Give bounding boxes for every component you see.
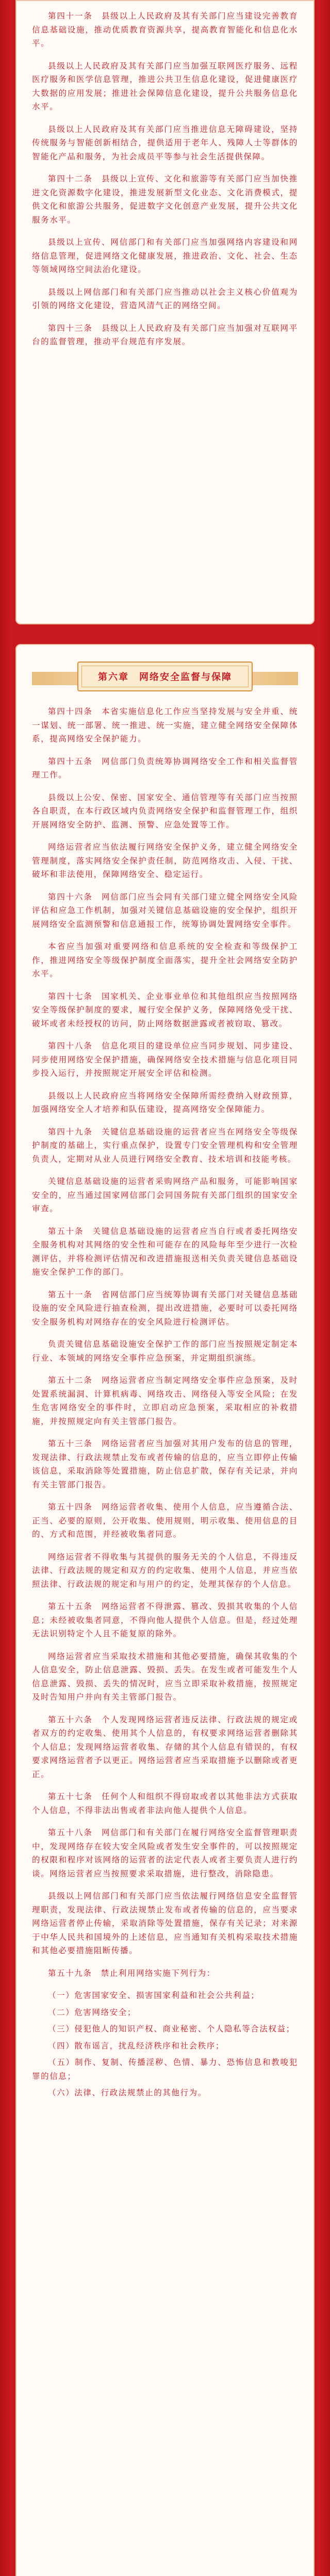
article-paragraph: 关键信息基础设施的运营者采购网络产品和服务，可能影响国家安全的，应当通过国家网信部门会同国务院有关部门组织的国家安全审查。 (32, 1177, 298, 1213)
article-card-chapter-six (15, 644, 315, 2576)
list-item: （二）危害网络安全； (48, 2007, 137, 2017)
list-item: （三）侵犯他人的知识产权、商业秘密、个人隐私等合法权益； (48, 2024, 295, 2033)
article-paragraph: 县级以上网信部门和有关部门应当推动以社会主义核心价值观为引领的网络文化建设，营造风清气正的网络空间。 (32, 287, 298, 310)
banner-frame (77, 662, 253, 691)
article-card-top (15, 0, 315, 624)
article-paragraph: 第五十四条 网络运营者收集、使用个人信息，应当遵循合法、正当、必要的原则，公开收集、使用规则，明示收集、使用信息的目的、方式和范围，并经被收集者同意。 (32, 1502, 298, 1539)
article-paragraph: 县级以上人民政府及其有关部门应当推进信息无障碍建设，坚持传统服务与智能创新相结合，提供适用于老年人、残障人士等群体的智能化产品和服务，为社会成员平等参与社会生活提供保障。 (32, 124, 298, 161)
article-paragraph: 县级以上宣传、网信部门和有关部门应当加强网络内容建设和网络信息管理，促进网络文化健康发展，推进政治、文化、社会、生态等领域网络空间法治化建设。 (32, 238, 298, 274)
article-body-top (15, 0, 315, 368)
article-paragraph: 负责关键信息基础设施安全保护工作的部门应当按照规定制定本行业、本领域的网络安全事件应急预案，并定期组织演练。 (32, 1340, 298, 1363)
article-paragraph: 第四十三条 县级以上人民政府及有关部门应当加强对互联网平台的监督管理，推动平台规范有序发展。 (32, 323, 298, 346)
article-paragraph: 第五十三条 网络运营者应当加强对其用户发布的信息的管理，发现法律、行政法规禁止发布或者传输的信息的，应当立即停止传输该信息，采取消除等处置措施，防止信息扩散，保存有关记录，并向有关主管部门报告。 (32, 1439, 298, 1489)
article-paragraph: 第四十四条 本省实施信息化工作应当坚持发展与安全并重、统一谋划、统一部署、统一推进、统一实施，建立健全网络安全保障体系，提高网络安全保护能力。 (32, 707, 298, 743)
right-edge-decoration (319, 0, 330, 2576)
article-paragraph: 第五十五条 网络运营者不得泄露、篡改、毁损其收集的个人信息；未经被收集者同意，不得向他人提供个人信息。但是，经过处理无法识别特定个人且不能复原的除外。 (32, 1602, 298, 1638)
list-item: （六）法律、行政法规禁止的其他行为。 (48, 2088, 207, 2097)
article-paragraph: 网络运营者应当依法履行网络安全保护义务，建立健全网络安全管理制度，落实网络安全保护责任制，防范网络攻击、入侵、干扰、破坏和非法使用，保障网络安全、稳定运行。 (32, 842, 298, 879)
article-paragraph: 第五十条 关键信息基础设施的运营者应当自行或者委托网络安全服务机构对其网络的安全性和可能存在的风险每年至少进行一次检测评估，并将检测评估情况和改进措施报送相关负责关键信息基础设施安全保护工作的部门。 (32, 1226, 298, 1277)
article-paragraph: 县级以上人民政府应当将网络安全保障所需经费纳入财政预算，加强网络安全人才培养和队伍建设，提高网络安全保障能力。 (32, 1091, 298, 1114)
article-paragraph: 第五十一条 省网信部门应当统筹协调有关部门对关键信息基础设施的安全风险进行抽查检测，提出改进措施，必要时可以委托网络安全服务机构对网络存在的安全风险进行检测评估。 (32, 1290, 298, 1327)
article-paragraph: 网络运营者不得收集与其提供的服务无关的个人信息，不得违反法律、行政法规的规定和双方的约定收集、使用个人信息，并应当依照法律、行政法规的规定和与用户的约定，处理其保存的个人信息。 (32, 1552, 298, 1589)
article-paragraph: 县级以上人民政府及其有关部门应当加强互联网医疗服务、远程医疗服务和医学信息管理，推进公共卫生信息化建设，促进健康医疗大数据的应用发展；推进社会保障信息化建设，提升公共服务信息化水平。 (32, 61, 298, 111)
article-paragraph: 本省应当加强对重要网络和信息系统的安全检查和等级保护工作，推进网络安全等级保护制度全面落实，提升全社会网络安全防护水平。 (32, 942, 298, 978)
article-paragraph: 第五十九条 禁止利用网络实施下列行为： (48, 1968, 216, 1978)
article-paragraph: 县级以上网信部门和有关部门应当依法履行网络信息安全监督管理职责，发现法律、行政法规禁止发布或者传输的信息的，应当要求网络运营者停止传输，采取消除等处置措施，保存有关记录；对来源于中华人民共和国境外的上述信息，应当通知有关机构采取技术措施和其他必要措施阻断传播。 (32, 1891, 298, 1955)
list-item: （四）散布谣言，扰乱经济秩序和社会秩序； (48, 2041, 225, 2050)
list-item: （一）危害国家安全、损害国家利益和社会公共利益； (48, 1991, 260, 2000)
list-item: （五）制作、复制、传播淫秽、色情、暴力、恐怖信息和教唆犯罪的信息； (32, 2058, 298, 2081)
article-paragraph: 县级以上公安、保密、国家安全、通信管理等有关部门应当按照各自职责，在本行政区域内负责网络安全保护和监督管理工作，组织开展网络安全防护、监测、预警、应急处置等工作。 (32, 792, 298, 829)
article-body-chapter-six (15, 644, 315, 2113)
article-paragraph: 第四十二条 县级以上宣传、文化和旅游等有关部门应当加快推进文化资源数字化建设，推进发展新型文化业态、文化消费模式，提供文化和旅游公共服务，促进数字文化创意产业发展，提升公共文化服务水平。 (32, 174, 298, 225)
article-paragraph: 第四十六条 网信部门应当会同有关部门建立健全网络安全风险评估和应急工作机制，加强对关键信息基础设施的安全保护，组织开展网络安全监测预警和信息通报工作，统筹协调处置网络安全事件。 (32, 892, 298, 929)
article-paragraph: 第四十五条 网信部门负责统筹协调网络安全工作和相关监督管理工作。 (32, 756, 298, 779)
article-paragraph: 第五十六条 个人发现网络运营者违反法律、行政法规的规定或者双方的约定收集、使用其个人信息的，有权要求网络运营者删除其个人信息；发现网络运营者收集、存储的其个人信息有错误的，有权要求网络运营者予以更正。网络运营者应当采取措施予以删除或者更正。 (32, 1715, 298, 1779)
article-paragraph: 第五十八条 网信部门和有关部门在履行网络安全监督管理职责中，发现网络存在较大安全风险或者发生安全事件的，可以按照规定的权限和程序对该网络的运营者的法定代表人或者主要负责人进行约谈。网络运营者应当按照要求采取措施，进行整改，消除隐患。 (32, 1828, 298, 1878)
article-paragraph: 第四十九条 关键信息基础设施的运营者应当在网络安全等级保护制度的基础上，实行重点保护，设置专门安全管理机构和安全管理负责人，定期对从业人员进行网络安全教育、技术培训和技能考核。 (32, 1127, 298, 1164)
article-paragraph: 第四十八条 信息化项目的建设单位应当同步规划、同步建设、同步使用网络安全保护措施，确保网络安全技术措施与信息化项目同步投入运行，并按照规定开展安全评估和检测。 (32, 1041, 298, 1078)
article-paragraph: 第四十一条 县级以上人民政府及其有关部门应当建设完善教育信息基础设施，推动优质教育资源共享，提高教育智能化和信息化水平。 (32, 11, 298, 48)
chapter-title: 第六章 网络安全监督与保障 (98, 672, 232, 683)
article-paragraph: 第四十七条 国家机关、企业事业单位和其他组织应当按照网络安全等级保护制度的要求，履行安全保护义务，保障网络免受干扰、破坏或者未经授权的访问，防止网络数据泄露或者被窃取、篡改。 (32, 991, 298, 1028)
chapter-banner (32, 657, 298, 693)
left-edge-decoration (0, 0, 11, 2576)
article-paragraph: 第五十七条 任何个人和组织不得窃取或者以其他非法方式获取个人信息，不得非法出售或者非法向他人提供个人信息。 (32, 1792, 298, 1815)
article-paragraph: 第五十二条 网络运营者应当制定网络安全事件应急预案，及时处置系统漏洞、计算机病毒、网络攻击、网络侵入等安全风险；在发生危害网络安全的事件时，立即启动应急预案，采取相应的补救措施，并按照规定向有关主管部门报告。 (32, 1376, 298, 1426)
article-paragraph: 网络运营者应当采取技术措施和其他必要措施，确保其收集的个人信息安全，防止信息泄露、毁损、丢失。在发生或者可能发生个人信息泄露、毁损、丢失的情况时，应当立即采取补救措施，按照规定及时告知用户并向有关主管部门报告。 (32, 1651, 298, 1702)
